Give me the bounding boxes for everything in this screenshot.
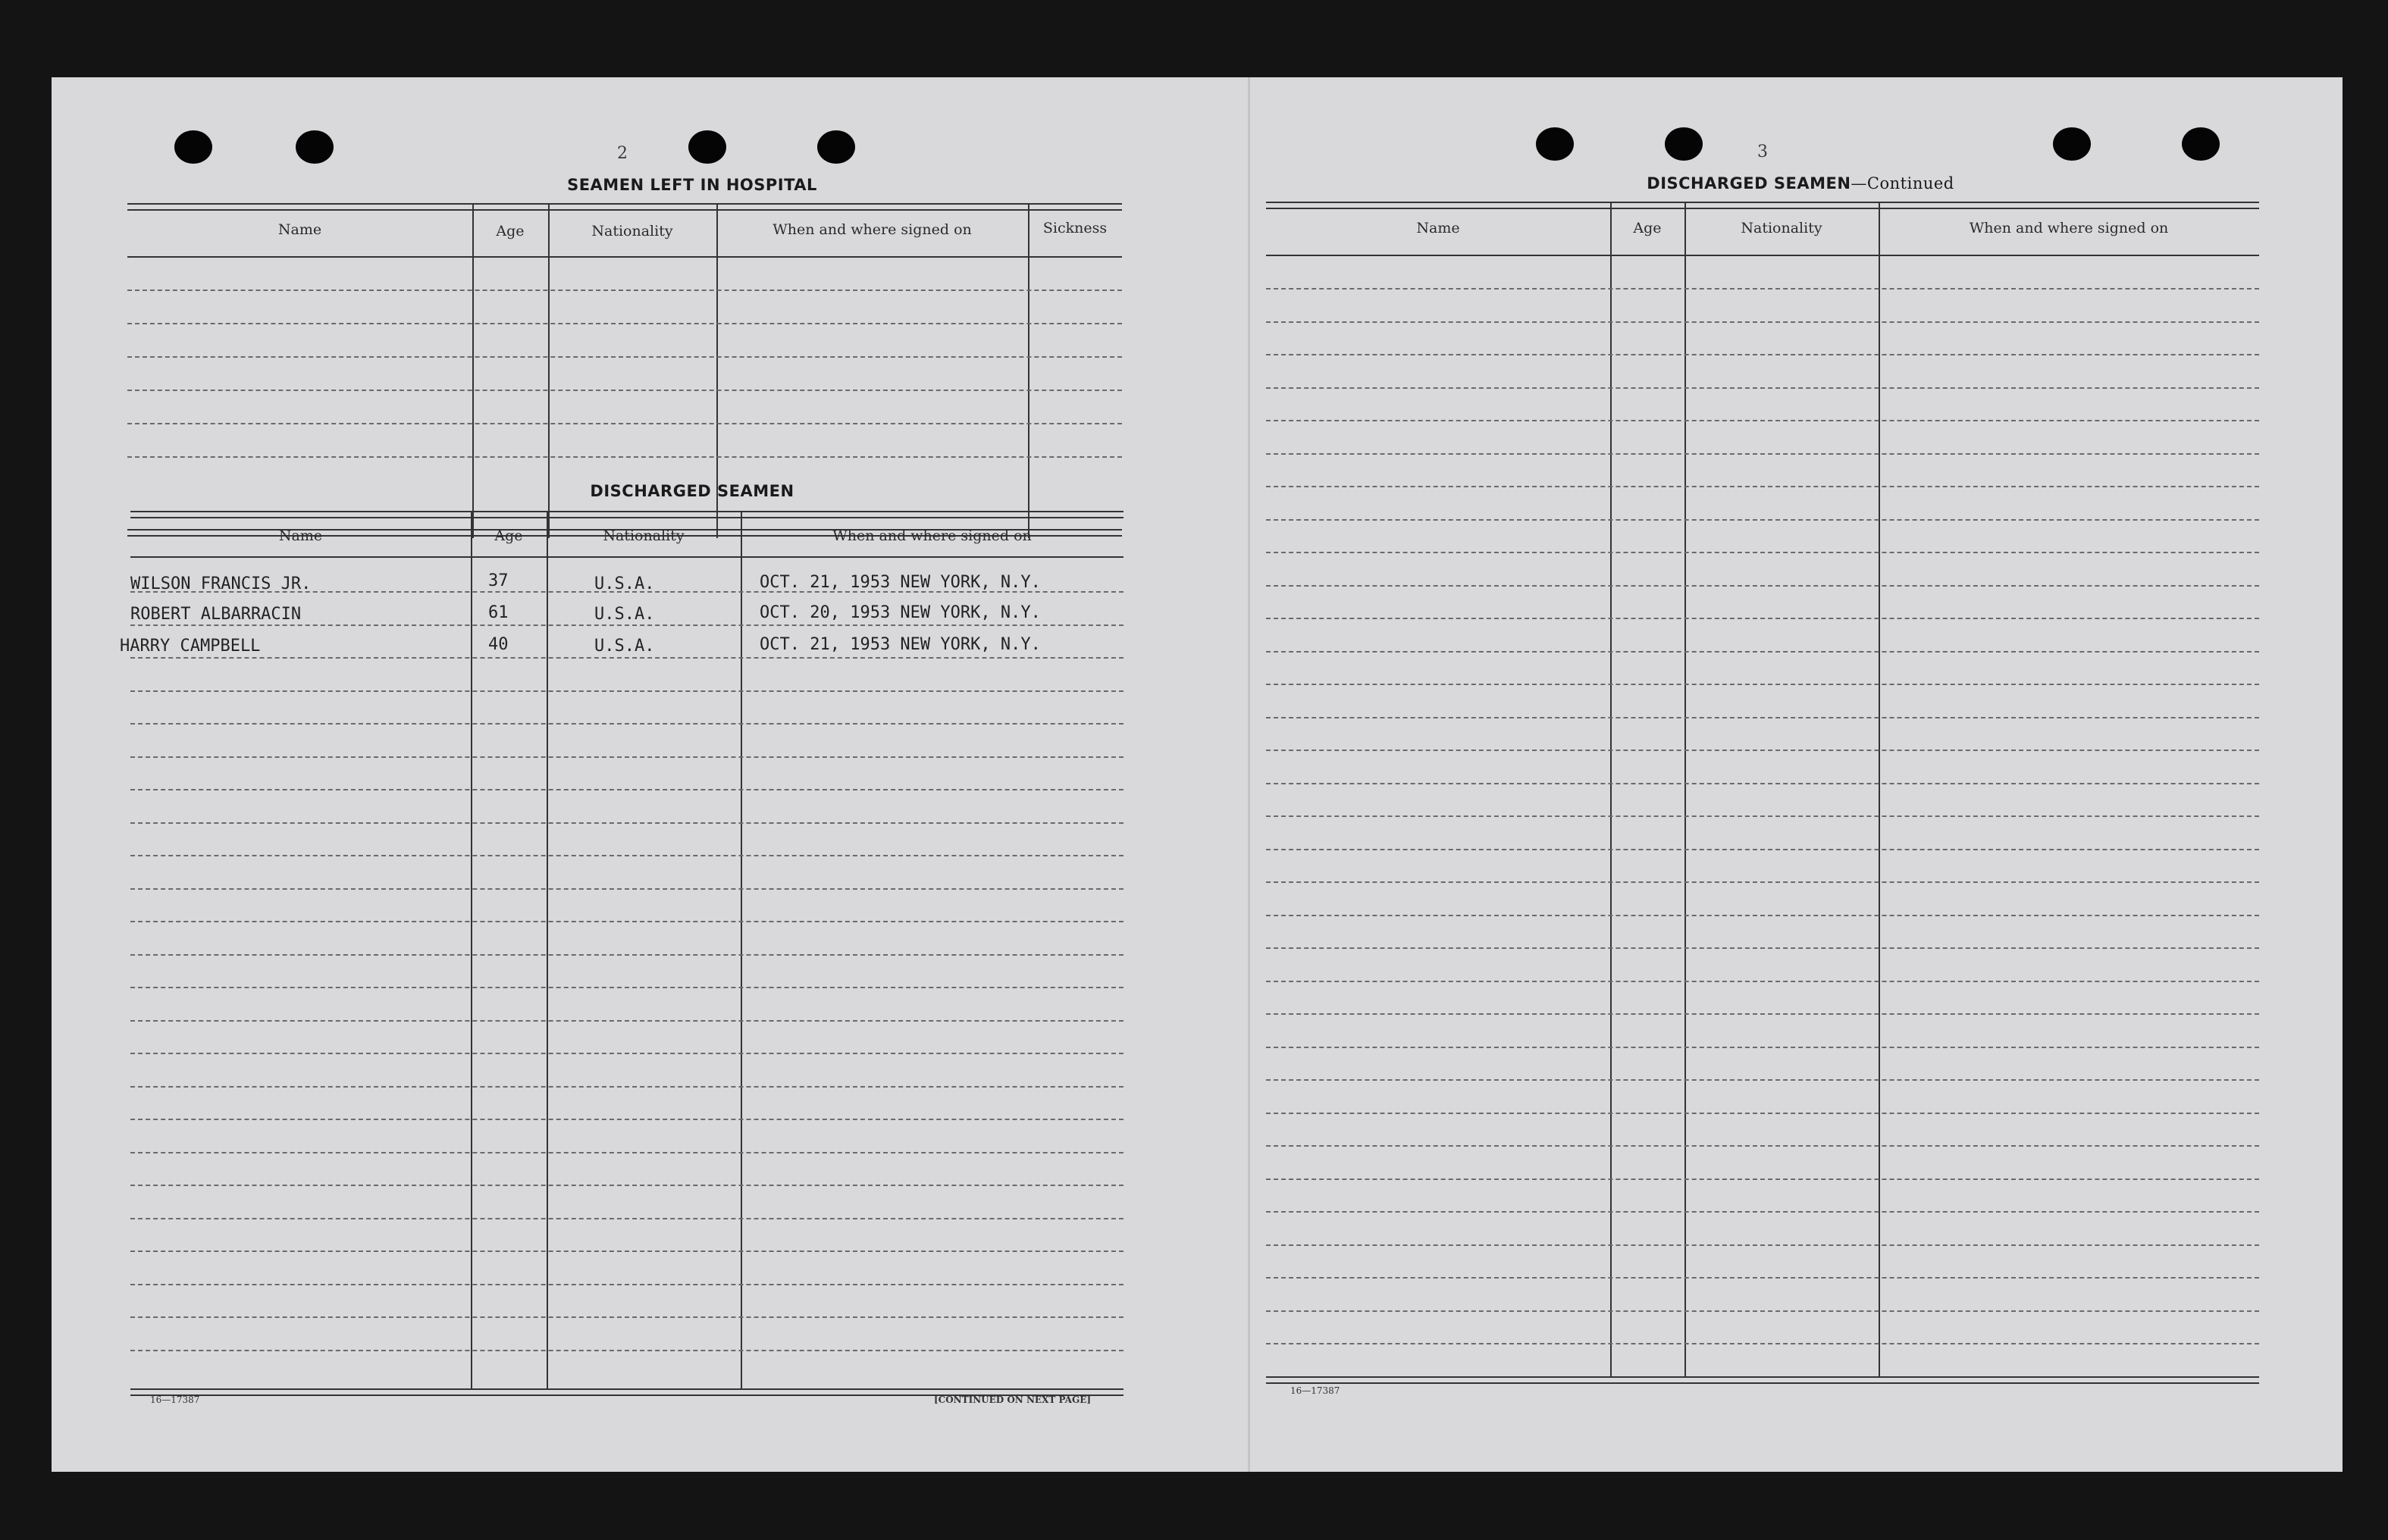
ruled-line xyxy=(130,1020,1123,1022)
ruled-line xyxy=(130,1152,1123,1153)
ruled-line xyxy=(130,756,1123,758)
rule xyxy=(127,256,1122,258)
ruled-line xyxy=(1266,1277,2259,1279)
ruled-line xyxy=(130,1350,1123,1351)
ruled-line xyxy=(127,290,1122,291)
ruled-line xyxy=(1266,552,2259,553)
ruled-line xyxy=(130,822,1123,824)
ruled-line xyxy=(1266,783,2259,784)
punch-hole xyxy=(296,130,334,164)
ruled-line xyxy=(1266,947,2259,949)
rule xyxy=(127,203,1122,211)
ruled-line xyxy=(1266,1178,2259,1180)
ruled-line xyxy=(1266,1047,2259,1048)
ruled-line xyxy=(1266,486,2259,487)
ruled-line xyxy=(127,456,1122,458)
ruled-line xyxy=(1266,1343,2259,1344)
ruled-line xyxy=(1266,684,2259,685)
ruled-line xyxy=(1266,387,2259,389)
ruled-line xyxy=(130,1218,1123,1219)
page-number-left: 2 xyxy=(617,144,628,163)
document-sheet xyxy=(52,77,2343,1472)
column-header-signed-on: When and where signed on xyxy=(772,221,972,238)
column-header-age: Age xyxy=(496,223,525,239)
ruled-line xyxy=(1266,815,2259,817)
column-header-age: Age xyxy=(1633,220,1662,236)
discharged-table xyxy=(120,511,1123,1396)
ruled-line xyxy=(1266,618,2259,619)
seaman-signed-on: OCT. 21, 1953 NEW YORK, N.Y. xyxy=(760,635,1041,654)
seaman-nationality: U.S.A. xyxy=(594,605,655,624)
ruled-line xyxy=(130,1316,1123,1318)
heading-text: DISCHARGED SEAMEN xyxy=(1647,174,1851,192)
column-header-nationality: Nationality xyxy=(1741,220,1822,236)
ruled-line xyxy=(1266,1310,2259,1312)
ruled-line xyxy=(1266,321,2259,323)
seaman-nationality: U.S.A. xyxy=(594,637,655,656)
ruled-line xyxy=(127,423,1122,424)
punch-hole xyxy=(688,130,726,164)
ruled-line xyxy=(130,888,1123,890)
discharged-heading: DISCHARGED SEAMEN xyxy=(590,482,794,500)
ruled-line xyxy=(130,1119,1123,1120)
ruled-line xyxy=(1266,1079,2259,1081)
ruled-line xyxy=(127,323,1122,324)
ruled-line xyxy=(130,1053,1123,1054)
discharged-continued-table xyxy=(1266,202,2259,1384)
ruled-line xyxy=(130,690,1123,692)
seaman-age: 40 xyxy=(488,635,509,654)
heading-suffix: —Continued xyxy=(1851,174,1954,192)
hospital-heading: SEAMEN LEFT IN HOSPITAL xyxy=(567,176,817,194)
page-number-right: 3 xyxy=(1757,142,1768,161)
ruled-line xyxy=(1266,519,2259,521)
ruled-line xyxy=(1266,1211,2259,1213)
rule xyxy=(1266,1376,2259,1384)
seaman-name: WILSON FRANCIS JR. xyxy=(130,574,312,593)
punch-hole xyxy=(2182,127,2220,161)
ruled-line xyxy=(130,789,1123,790)
column-divider xyxy=(1879,202,1880,1376)
continued-note: [CONTINUED ON NEXT PAGE] xyxy=(934,1394,1092,1405)
ruled-line xyxy=(1266,1145,2259,1147)
ruled-line xyxy=(1266,1013,2259,1015)
ruled-line xyxy=(1266,288,2259,290)
rule xyxy=(130,556,1123,558)
ruled-line xyxy=(130,723,1123,725)
ruled-line xyxy=(1266,881,2259,883)
ruled-line xyxy=(130,624,1123,626)
ruled-line xyxy=(127,390,1122,391)
column-divider xyxy=(471,511,472,1388)
ruled-line xyxy=(130,855,1123,856)
column-header-name: Name xyxy=(278,527,323,544)
page-fold xyxy=(1248,77,1250,1472)
column-header-name: Name xyxy=(277,221,322,238)
column-header-signed-on: When and where signed on xyxy=(832,527,1032,544)
ruled-line xyxy=(130,591,1123,593)
ruled-line xyxy=(1266,1113,2259,1114)
form-code-right: 16—17387 xyxy=(1290,1385,1340,1396)
column-divider xyxy=(1610,202,1612,1376)
column-header-nationality: Nationality xyxy=(591,223,673,239)
column-divider xyxy=(741,511,742,1388)
ruled-line xyxy=(130,1086,1123,1088)
rule xyxy=(1266,202,2259,209)
ruled-line xyxy=(1266,981,2259,982)
seaman-name: HARRY CAMPBELL xyxy=(120,637,261,656)
punch-hole xyxy=(2053,127,2091,161)
ruled-line xyxy=(1266,651,2259,653)
seaman-nationality: U.S.A. xyxy=(594,574,655,593)
ruled-line xyxy=(130,954,1123,956)
ruled-line xyxy=(1266,1244,2259,1246)
ruled-line xyxy=(130,1250,1123,1252)
punch-hole xyxy=(1536,127,1574,161)
ruled-line xyxy=(1266,453,2259,455)
ruled-line xyxy=(1266,849,2259,850)
punch-hole xyxy=(174,130,212,164)
ruled-line xyxy=(1266,750,2259,751)
seaman-signed-on: OCT. 21, 1953 NEW YORK, N.Y. xyxy=(760,573,1041,592)
ruled-line xyxy=(130,1185,1123,1186)
seaman-age: 37 xyxy=(488,571,509,590)
ruled-line xyxy=(1266,354,2259,355)
column-header-name: Name xyxy=(1416,220,1460,236)
column-divider xyxy=(1684,202,1686,1376)
rule xyxy=(130,511,1123,518)
column-header-sickness: Sickness xyxy=(1042,220,1108,236)
seaman-name: ROBERT ALBARRACIN xyxy=(130,605,302,624)
column-divider xyxy=(547,511,548,1388)
discharged-continued-heading xyxy=(1266,174,2335,192)
punch-hole xyxy=(1665,127,1703,161)
ruled-line xyxy=(1266,915,2259,916)
ruled-line xyxy=(1266,717,2259,718)
column-header-age: Age xyxy=(494,527,523,544)
column-header-nationality: Nationality xyxy=(603,527,685,544)
ruled-line xyxy=(130,1284,1123,1285)
ruled-line xyxy=(130,657,1123,659)
punch-hole xyxy=(817,130,855,164)
ruled-line xyxy=(130,987,1123,988)
ruled-line xyxy=(130,921,1123,922)
seaman-age: 61 xyxy=(488,603,509,622)
form-code-left: 16—17387 xyxy=(150,1394,200,1405)
ruled-line xyxy=(1266,420,2259,421)
ruled-line xyxy=(127,356,1122,358)
column-header-signed-on: When and where signed on xyxy=(1969,220,2169,236)
rule xyxy=(1266,255,2259,256)
seaman-signed-on: OCT. 20, 1953 NEW YORK, N.Y. xyxy=(760,603,1041,622)
ruled-line xyxy=(1266,585,2259,587)
